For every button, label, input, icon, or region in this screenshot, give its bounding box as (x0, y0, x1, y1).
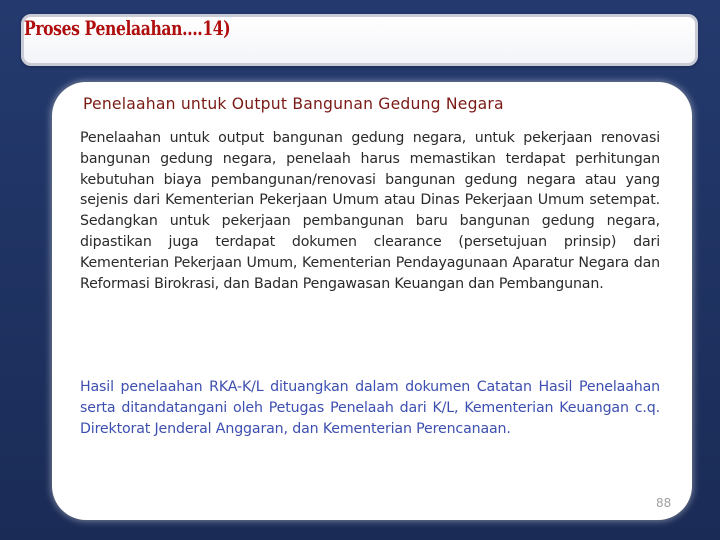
section-heading: Penelaahan untuk Output Bangunan Gedung Negara (83, 95, 504, 113)
slide-number: 88 (656, 496, 672, 510)
body-paragraph-1: Penelaahan untuk output bangunan gedung negara, untuk pekerjaan renovasi bangunan gedung negara, penelaah harus memastikan terdapat perhitungan kebutuhan biaya pembangunan/renovasi bangunan gedung negara atau yang sejenis dari Kementerian Pekerjaan Umum atau Dinas Pekerjaan Umum setempat. Sedangkan untuk pekerjaan pembangunan baru bangunan gedung negara, dipastikan juga terdapat dokumen clearance (persetujuan prinsip) dari Kementerian Pekerjaan Umum, Kementerian Pendayagunaan Aparatur Negara dan Reformasi Birokrasi, dan Badan Pengawasan Keuangan dan Pembangunan. (80, 130, 660, 292)
body-paragraph-2: Hasil penelaahan RKA-K/L dituangkan dalam dokumen Catatan Hasil Penelaahan serta ditandatangani oleh Petugas Penelaah dari K/L, Kementerian Keuangan c.q. Direktorat Jenderal Anggaran, dan Kementerian Perencanaan. (80, 379, 660, 437)
slide-title: Proses Penelaahan….14) (24, 16, 231, 40)
